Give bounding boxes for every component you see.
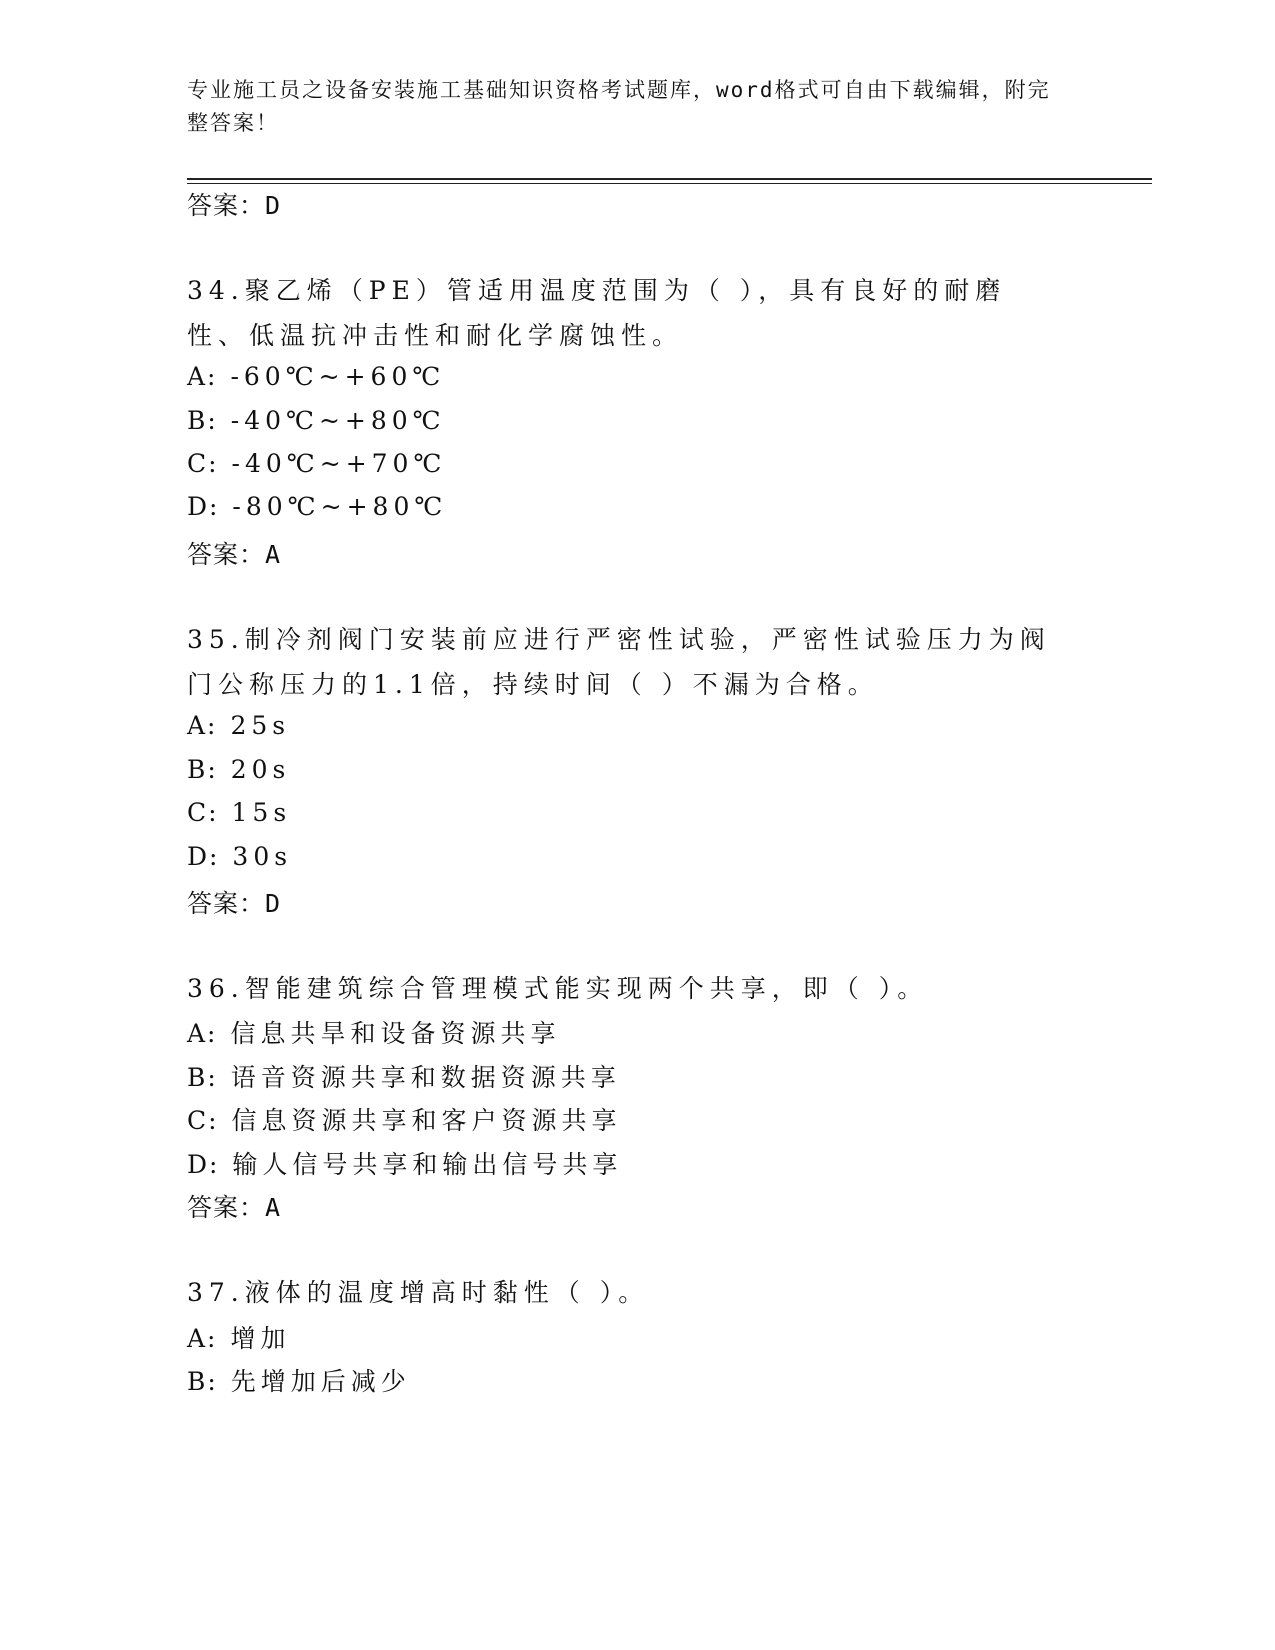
answer-line (187, 884, 281, 920)
option-b (187, 1058, 621, 1094)
option-text: 25s (230, 711, 291, 740)
option-a (187, 1319, 290, 1355)
answer-value: A (265, 540, 282, 569)
option-letter: A: (187, 711, 218, 740)
option-letter: B: (187, 755, 218, 784)
answer-label: 答案： (187, 540, 266, 569)
option-text: -40℃~+80℃ (230, 406, 446, 435)
answer-line (187, 535, 281, 571)
option-letter: B: (187, 406, 218, 435)
option-d (187, 842, 292, 871)
question-stem: 36.智能建筑综合管理模式能实现两个共享，即（ ）。 (187, 974, 929, 1003)
option-c (187, 798, 291, 827)
option-d (187, 1145, 622, 1181)
option-letter: C: (187, 798, 219, 827)
answer-label: 答案： (187, 889, 266, 918)
option-text: 输人信号共享和输出信号共享 (232, 1150, 623, 1179)
option-text: 20s (230, 755, 291, 784)
option-text: 15s (231, 798, 292, 827)
option-b (187, 755, 290, 784)
option-text: 信息资源共享和客户资源共享 (231, 1106, 622, 1135)
option-b (187, 406, 446, 435)
question-stem: 37.液体的温度增高时黏性（ ）。 (187, 1278, 650, 1307)
answer-value: D (265, 191, 282, 220)
option-c (187, 1101, 622, 1137)
option-a (187, 711, 290, 740)
answer-value: D (265, 889, 282, 918)
option-letter: D: (187, 1150, 220, 1179)
option-a (187, 1014, 560, 1050)
option-text: -40℃~+70℃ (231, 449, 447, 478)
option-text: 先增加后减少 (230, 1367, 411, 1396)
option-text: 语音资源共享和数据资源共享 (230, 1063, 621, 1092)
option-text: -80℃~+80℃ (232, 492, 448, 521)
option-text: -60℃~+60℃ (230, 362, 446, 391)
answer-label: 答案： (187, 191, 266, 220)
answer-value: A (265, 1193, 282, 1222)
option-text: 30s (232, 842, 293, 871)
option-d (187, 492, 447, 521)
option-letter: C: (187, 449, 219, 478)
document-header: 专业施工员之设备安装施工基础知识资格考试题库，word格式可自由下载编辑，附完整答案！ (187, 78, 1051, 135)
option-letter: A: (187, 362, 218, 391)
header-rule-thin (187, 183, 1152, 184)
question-stem: 34.聚乙烯（PE）管适用温度范围为（ ），具有良好的耐磨性、低温抗冲击性和耐化学腐蚀性。 (187, 276, 1007, 350)
option-letter: D: (187, 842, 220, 871)
answer-line (187, 186, 281, 222)
option-letter: B: (187, 1367, 218, 1396)
option-a (187, 362, 445, 391)
option-letter: A: (187, 1019, 218, 1048)
answer-label: 答案： (187, 1193, 266, 1222)
option-c (187, 449, 446, 478)
option-text: 增加 (230, 1324, 291, 1353)
option-letter: B: (187, 1063, 218, 1092)
answer-line (187, 1188, 281, 1224)
option-b (187, 1362, 411, 1398)
option-text: 信息共旱和设备资源共享 (230, 1019, 561, 1048)
option-letter: A: (187, 1324, 218, 1353)
question-stem: 35.制冷剂阀门安装前应进行严密性试验，严密性试验压力为阀门公称压力的1.1倍，持续时间（ ）不漏为合格。 (187, 625, 1051, 699)
option-letter: D: (187, 492, 220, 521)
header-rule (187, 178, 1152, 180)
option-letter: C: (187, 1106, 219, 1135)
